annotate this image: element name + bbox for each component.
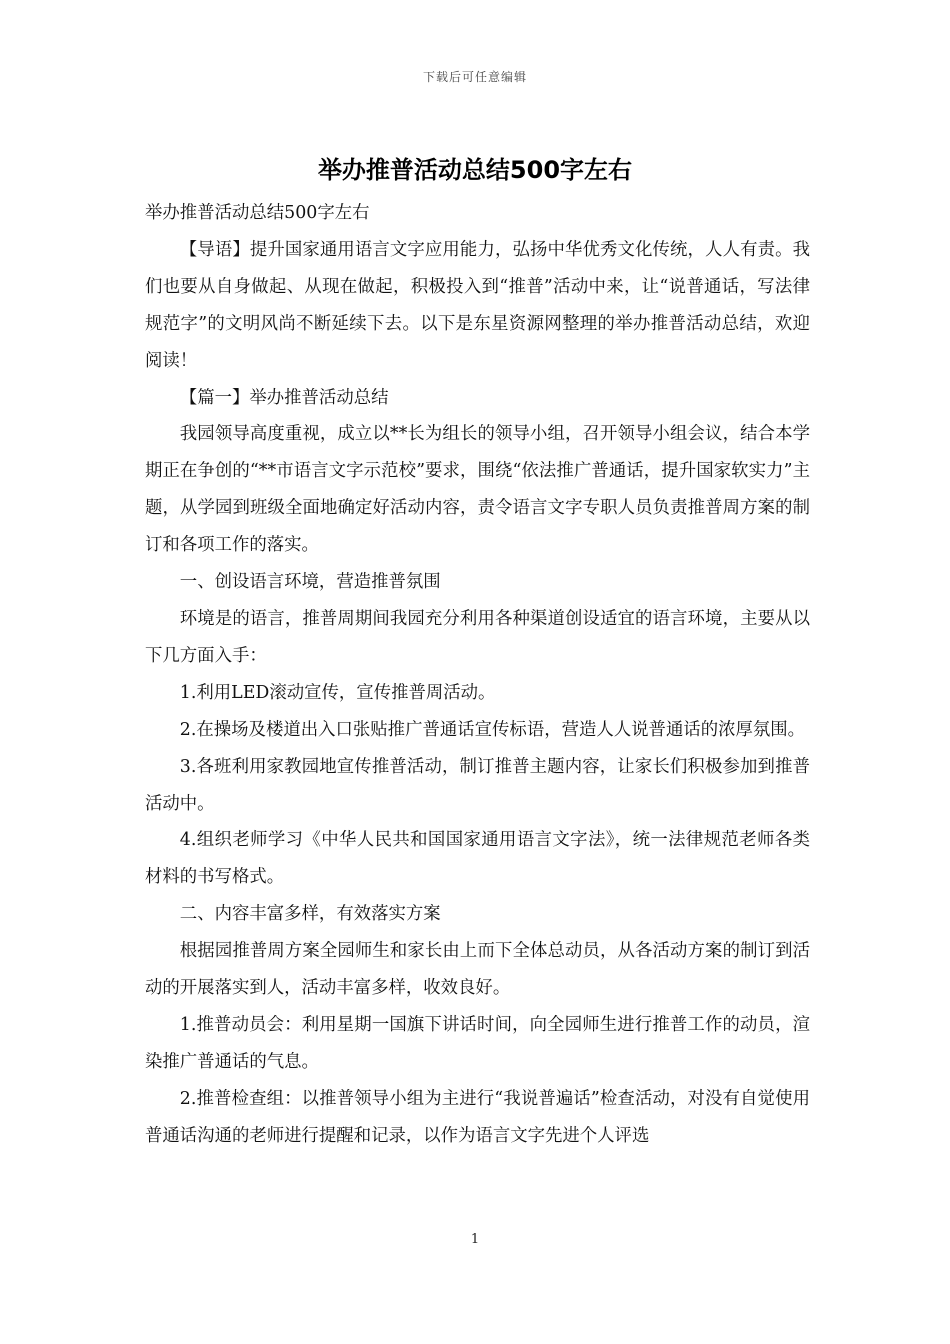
section-heading-part-one: 【篇一】举办推普活动总结 [179,387,389,408]
list-item: 1.推普动员会：利用星期一国旗下讲话时间，向全园师生进行推普工作的动员，渲染推广普通话的气息。 [145,1014,810,1072]
paragraph-intro: 【导语】提升国家通用语言文字应用能力，弘扬中华优秀文化传统，人人有责。我们也要从自身做起、从现在做起，积极投入到“推普”活动中来，让“说普通话，写法律规范字”的文明风尚不断延续下去。以下是东星资源网整理的举办推普活动总结，欢迎阅读！ [145,239,810,371]
document-title: 举办推普活动总结500字左右 [317,156,633,184]
document-body [145,195,810,1155]
paragraph: 根据园推普周方案全园师生和家长由上而下全体总动员，从各活动方案的制订到活动的开展落实到人，活动丰富多样，收效良好。 [145,941,810,999]
header-note: 下载后可任意编辑 [422,70,527,84]
paragraph: 我园领导高度重视，成立以**长为组长的领导小组，召开领导小组会议，结合本学期正在争创的“**市语言文字示范校”要求，围绕“依法推广普通话，提升国家软实力”主题，从学园到班级全面地确定好活动内容，责令语言文字专职人员负责推普周方案的制订和各项工作的落实。 [145,424,810,556]
list-item: 1.利用LED滚动宣传，宣传推普周活动。 [179,682,496,703]
page-number: 1 [470,1232,480,1247]
list-item: 2.推普检查组：以推普领导小组为主进行“我说普遍话”检查活动，对没有自觉使用普通话沟通的老师进行提醒和记录，以作为语言文字先进个人评选 [145,1088,810,1146]
list-item: 2.在操场及楼道出入口张贴推广普通话宣传标语，营造人人说普通话的浓厚氛围。 [179,719,806,740]
section-heading: 二、内容丰富多样，有效落实方案 [179,904,441,925]
section-heading: 一、创设语言环境，营造推普氛围 [179,572,441,593]
paragraph: 环境是的语言，推普周期间我园充分利用各种渠道创设适宜的语言环境，主要从以下几方面入手： [145,608,810,666]
list-item: 4.组织老师学习《中华人民共和国国家通用语言文字法》，统一法律规范老师各类材料的书写格式。 [145,830,810,888]
paragraph-subtitle: 举办推普活动总结500字左右 [145,203,370,223]
list-item: 3.各班利用家教园地宣传推普活动，制订推普主题内容，让家长们积极参加到推普活动中。 [145,756,810,814]
